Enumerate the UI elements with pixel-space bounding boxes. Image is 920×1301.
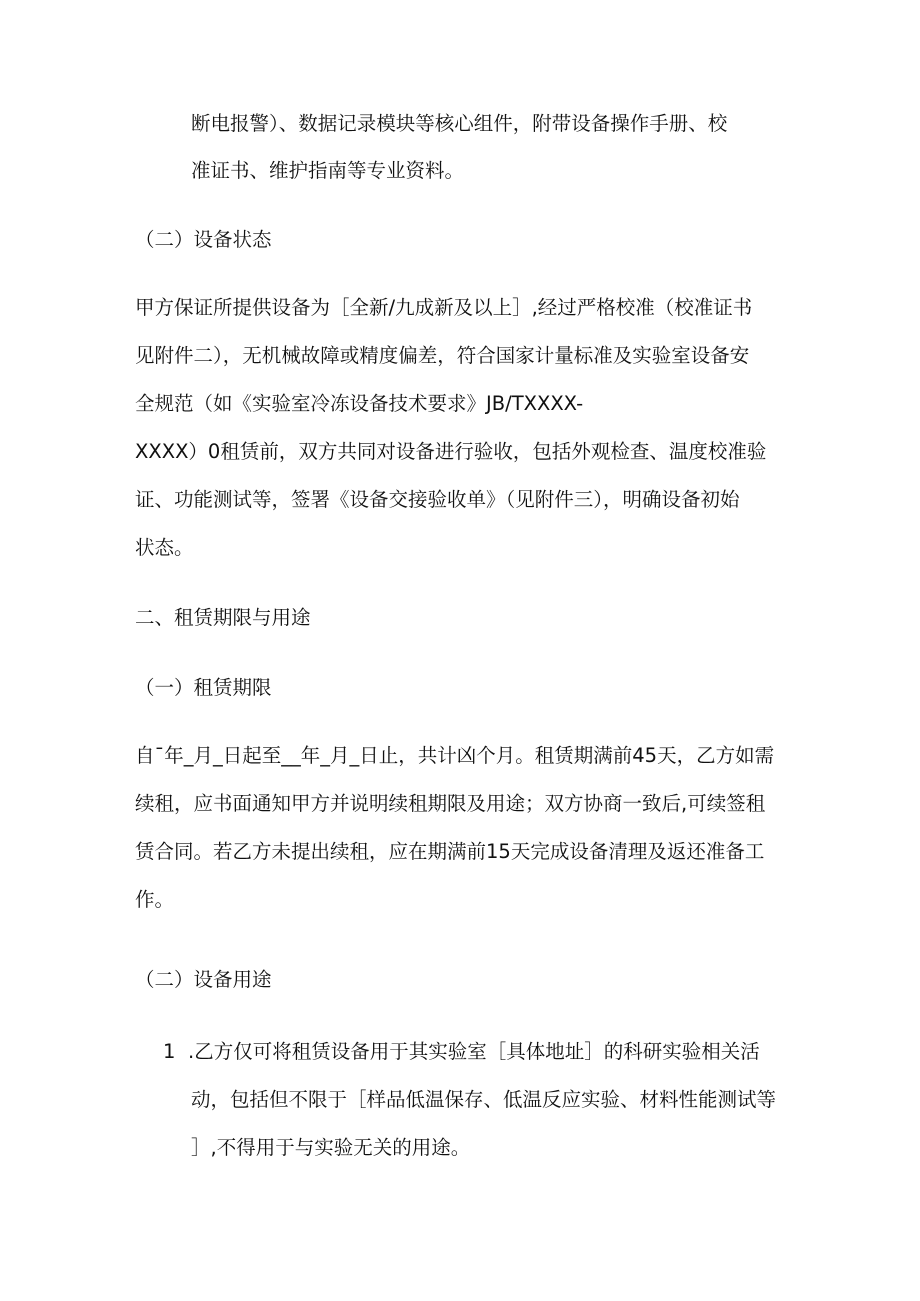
paragraph-line: 续租，应书面通知甲方并说明续租期限及用途；双方协商一致后,可续签租 bbox=[135, 792, 766, 815]
paragraph-line: 自¯年_月_日起至__年_月_日止，共计凶个月。租赁期满前45天，乙方如需 bbox=[135, 744, 775, 767]
paragraph-line: 状态。 bbox=[135, 536, 194, 559]
list-item-line: ］,不得用于与实验无关的用途。 bbox=[191, 1136, 471, 1159]
paragraph-line: XXXX）0租赁前，双方共同对设备进行验收，包括外观检查、温度校准验 bbox=[135, 440, 767, 463]
paragraph-line: 证、功能测试等，签署《设备交接验收单》（见附件三），明确设备初始 bbox=[135, 488, 740, 511]
paragraph-line: 见附件二），无机械故障或精度偏差，符合国家计量标准及实验室设备安 bbox=[135, 344, 750, 367]
list-item-number: 1 bbox=[163, 1040, 176, 1063]
paragraph-line: 全规范（如《实验室冷冻设备技术要求》JB/TXXXX- bbox=[135, 392, 584, 415]
paragraph-line: 断电报警）、数据记录模块等核心组件，附带设备操作手册、校 bbox=[191, 112, 728, 135]
paragraph-line: 作。 bbox=[135, 888, 175, 911]
paragraph-line: 甲方保证所提供设备为［全新/九成新及以上］,经过严格校准（校准证书 bbox=[135, 296, 753, 319]
paragraph-line: 赁合同。若乙方未提出续租，应在期满前15天完成设备清理及返还准备工 bbox=[135, 840, 765, 863]
section-heading: 二、租赁期限与用途 bbox=[135, 606, 311, 629]
list-item-line: .乙方仅可将租赁设备用于其实验室［具体地址］的科研实验相关活 bbox=[188, 1040, 760, 1063]
section-heading: （二）设备用途 bbox=[135, 968, 272, 991]
section-heading: （一）租赁期限 bbox=[135, 676, 272, 699]
section-heading: （二）设备状态 bbox=[135, 228, 272, 251]
list-item-line: 动，包括但不限于［样品低温保存、低温反应实验、材料性能测试等 bbox=[191, 1088, 777, 1111]
paragraph-line: 准证书、维护指南等专业资料。 bbox=[191, 159, 465, 182]
